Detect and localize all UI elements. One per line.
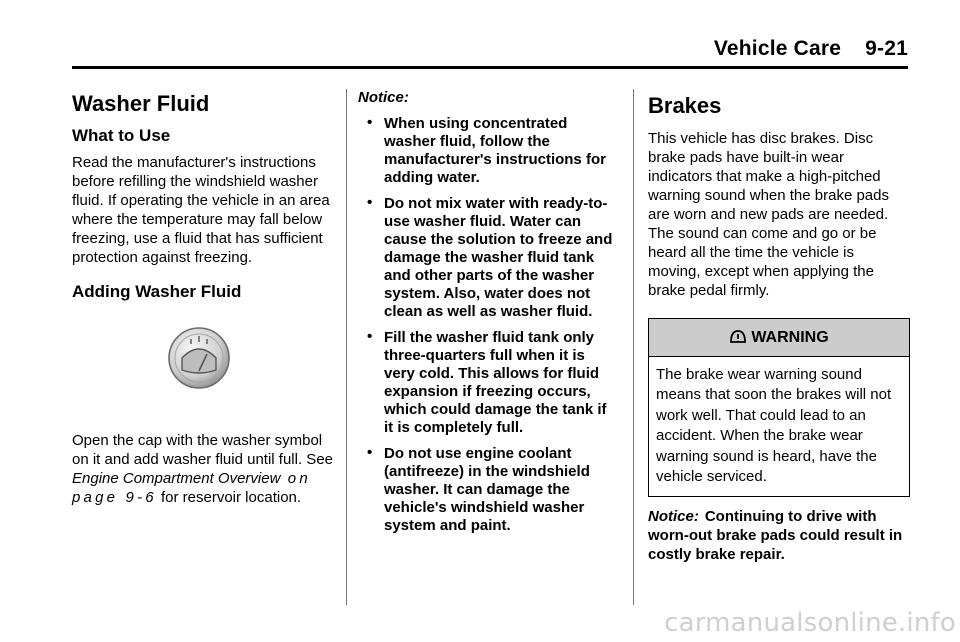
column-brakes (648, 88, 910, 564)
brake-notice (648, 507, 910, 564)
brake-notice-label: Notice: (648, 508, 699, 526)
header-rule (72, 66, 908, 69)
notice-bullet-text: Do not mix water with ready-to-use washer fluid. Water can cause the solution to freeze and damage the washer fluid tank and other parts of the washer system. Also, water does not clean as well as washer fluid. (384, 195, 613, 320)
adding-washer-fluid-text (72, 431, 340, 507)
adding-text-2: for reservoir location. (156, 489, 302, 506)
notice-bullet-text: When using concentrated washer fluid, follow the manufacturer's instructions for adding water. (384, 115, 606, 186)
brakes-title: Brakes (648, 93, 722, 118)
brakes-text: This vehicle has disc brakes. Disc brake pads have built-in wear indicators that make a high-pitched warning sound when the brake pads are worn and new pads are needed. The sound can come and go or be heard all the time the vehicle is moving, except when applying the brake pedal firmly. (648, 130, 889, 299)
list-item (358, 115, 616, 187)
what-to-use-heading: What to Use (72, 126, 171, 145)
notice-list (358, 115, 616, 535)
page-header (0, 0, 960, 70)
ref-title[interactable]: Engine Compartment Overview (72, 470, 281, 487)
warning-text: The brake wear warning sound means that soon the brakes will not work well. That could lead to an accident. When the brake wear warning sound is heard, have the vehicle serviced. (656, 366, 892, 486)
section-title: Vehicle Care (713, 37, 842, 60)
notice-bullet-text: Do not use engine coolant (antifreeze) in the windshield washer. It can damage the vehicle's windshield washer system and paint. (384, 445, 590, 534)
brake-notice-text: Continuing to drive with worn-out brake pads could result in costly brake repair. (648, 508, 903, 564)
column-divider-2 (633, 89, 634, 605)
warning-box (648, 318, 910, 497)
list-item (358, 329, 616, 437)
column-divider-1 (346, 89, 347, 605)
bullet-icon: • (367, 194, 373, 211)
column-notice (358, 88, 616, 543)
list-item (358, 195, 616, 321)
watermark: carmanualsonline.info (664, 608, 956, 638)
what-to-use-text: Read the manufacturer's instructions before refilling the windshield washer fluid. If operating the vehicle in an area where the temperature may fall below freezing, use a fluid that has sufficient protection against freezing. (72, 154, 330, 266)
washer-symbol-figure (72, 303, 340, 431)
header-text (714, 37, 908, 61)
warning-label: WARNING (751, 328, 829, 346)
washer-fluid-symbol-icon (167, 326, 231, 390)
adding-text-1: Open the cap with the washer symbol on it and add washer fluid until full. See (72, 432, 333, 468)
washer-fluid-title: Washer Fluid (72, 91, 210, 116)
ref-page[interactable]: on page 9-6 (72, 470, 311, 506)
column-washer-fluid (72, 88, 340, 507)
warning-icon (729, 328, 747, 348)
notice-label: Notice: (358, 89, 409, 106)
adding-washer-fluid-heading: Adding Washer Fluid (72, 282, 242, 301)
bullet-icon: • (367, 444, 373, 461)
bullet-icon: • (367, 328, 373, 345)
list-item (358, 445, 616, 535)
warning-header (649, 319, 909, 357)
notice-bullet-text: Fill the washer fluid tank only three-quarters full when it is very cold. This allows for fluid expansion if freezing occurs, which could damage the tank if it is completely full. (384, 329, 607, 436)
page-number: 9-21 (865, 37, 908, 60)
bullet-icon: • (367, 114, 373, 131)
